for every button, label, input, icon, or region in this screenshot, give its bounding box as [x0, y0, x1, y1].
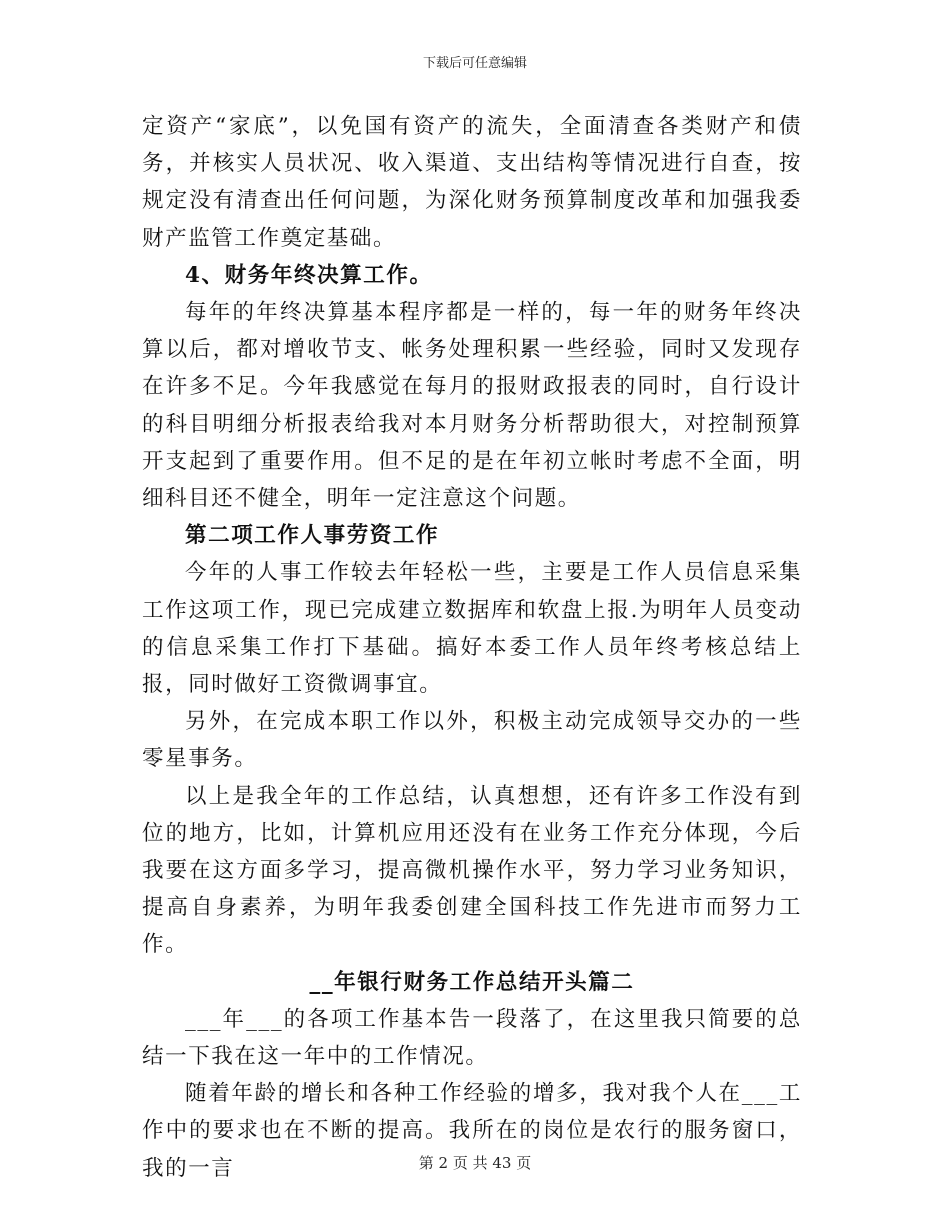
- page-footer: 第 2 页 共 43 页: [418, 1154, 532, 1172]
- page-header: 下载后可任意编辑: [422, 56, 527, 71]
- heading-personnel-work: 第二项工作人事劳资工作: [185, 523, 440, 549]
- paragraph-personnel-work: 今年的人事工作较去年轻松一些，主要是工作人员信息采集工作这项工作，现已完成建立数据库和软盘上报.为明年人员变动的信息采集工作打下基础。搞好本委工作人员年终考核总结上报，同时做好工资微调事宜。: [142, 560, 802, 698]
- paragraph-summary: 以上是我全年的工作总结，认真想想，还有许多工作没有到位的地方，比如，计算机应用还没有在业务工作充分体现，今后我要在这方面多学习，提高微机操作水平，努力学习业务知识，提高自身素养，为明年我委创建全国科技工作先进市而努力工作。: [142, 783, 802, 958]
- paragraph-year-end-accounts: 每年的年终决算基本程序都是一样的，每一年的财务年终决算以后，都对增收节支、帐务处理积累一些经验，同时又发现存在许多不足。今年我感觉在每月的报财政报表的同时，自行设计的科目明细分析报表给我对本月财务分析帮助很大，对控制预算开支起到了重要作用。但不足的是在年初立帐时考虑不全面，明细科目还不健全，明年一定注意这个问题。: [142, 300, 802, 512]
- paragraph-requirements: 随着年龄的增长和各种工作经验的增多，我对我个人在___工作中的要求也在不断的提高。我所在的岗位是农行的服务窗口，我的一言: [142, 1081, 802, 1181]
- paragraph-fixed-assets: 定资产“家底”，以免国有资产的流失，全面清查各类财产和债务，并核实人员状况、收入渠道、支出结构等情况进行自查，按规定没有清查出任何问题，为深化财务预算制度改革和加强我委财产监管工作奠定基础。: [142, 114, 802, 251]
- paragraph-other-tasks: 另外，在完成本职工作以外，积极主动完成领导交办的一些零星事务。: [142, 709, 802, 772]
- document-body: [142, 108, 802, 1187]
- heading-year-end-accounts: 4、财务年终决算工作。: [185, 262, 433, 288]
- section-title-part-two: __年银行财务工作总结开头篇二: [309, 969, 635, 995]
- paragraph-intro-part-two: ___年___的各项工作基本告一段落了，在这里我只简要的总结一下我在这一年中的工作情况。: [142, 1006, 802, 1070]
